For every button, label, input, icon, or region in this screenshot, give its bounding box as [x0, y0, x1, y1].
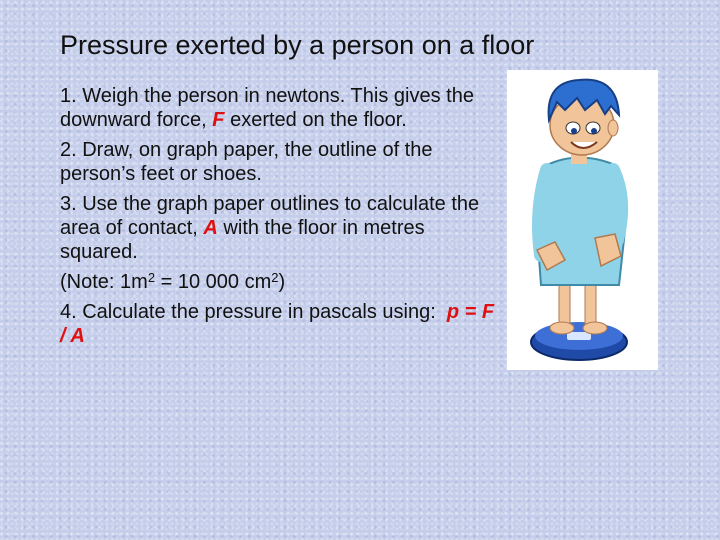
note-text-c: ) — [278, 271, 286, 293]
slide-title: Pressure exerted by a person on a floor — [60, 30, 535, 60]
step-1 — [60, 84, 500, 132]
person-on-scale-illustration — [507, 70, 658, 370]
step-1-text-a: 1. Weigh the person in newtons. This gives the downward force, — [60, 85, 474, 131]
force-variable: F — [212, 109, 225, 131]
pressure-formula: p = F / A — [60, 301, 495, 347]
step-3-text-b: with the floor in metres squared. — [60, 217, 425, 263]
step-3 — [60, 192, 500, 264]
note-superscript-2: 2 — [271, 270, 279, 285]
note-text-a: (Note: 1m — [60, 271, 148, 293]
step-4-text: 4. Calculate the pressure in pascals using: — [60, 301, 436, 323]
steps-list — [60, 84, 500, 354]
step-2: 2. Draw, on graph paper, the outline of the person’s feet or shoes. — [60, 139, 433, 185]
unit-note — [60, 270, 500, 294]
note-superscript-1: 2 — [147, 270, 156, 285]
step-4 — [60, 300, 500, 348]
step-1-text-b: exerted on the floor. — [224, 109, 407, 131]
person-on-scale-icon — [507, 70, 658, 370]
note-text-b: = 10 000 cm — [155, 271, 272, 293]
step-3-text-a: 3. Use the graph paper outlines to calculate the area of contact, — [60, 193, 480, 239]
area-variable: A — [203, 217, 218, 239]
